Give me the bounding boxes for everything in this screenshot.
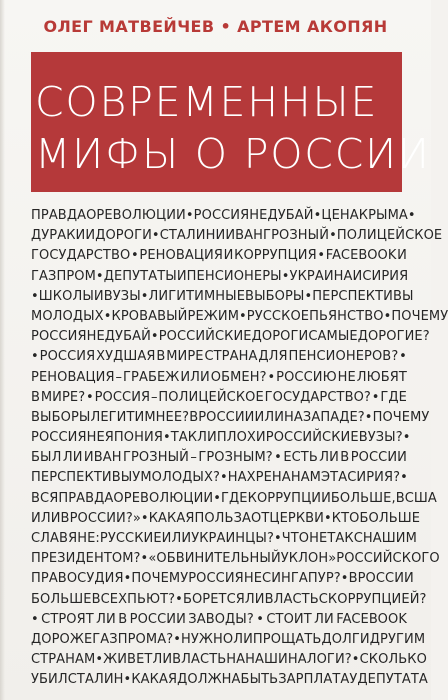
topic-word: ДОРОЖЕ <box>31 631 93 647</box>
topic-bullet: • <box>220 470 228 486</box>
topic-word: НАШИ <box>245 652 288 668</box>
topic-bullet: • <box>317 248 326 264</box>
topic-line <box>31 347 407 367</box>
topic-word: СИРИЯ <box>362 268 409 284</box>
topic-bullet: • <box>86 389 94 405</box>
topic-word: ГОСУДАРСТВО <box>31 248 131 264</box>
topic-word: КТО <box>331 510 360 526</box>
topic-word: РОССИЯ <box>188 571 244 587</box>
title-line-1: СОВРЕМЕННЫЕ <box>35 78 379 126</box>
topic-word: ПЬЯНСТВО <box>309 308 384 324</box>
topic-word: БОЛЬШЕ <box>359 510 421 526</box>
topic-word: МОЛОДЫХ? <box>140 470 221 486</box>
topic-word: ХУДШАЯ <box>96 349 156 365</box>
topic-word: ДОРОГИЕ? <box>357 329 430 345</box>
topic-word: – <box>151 389 158 405</box>
topic-word: ЕСТЬ <box>283 450 318 466</box>
topic-word: РОССИЙСКИЕ <box>158 329 252 345</box>
topic-word: О <box>86 208 97 223</box>
topic-word: УКРАИНА <box>289 268 353 284</box>
topic-word: ВСЯ <box>31 490 59 506</box>
topic-word: ДОРОГИ <box>251 329 309 345</box>
topic-word: НА <box>284 409 303 425</box>
topic-word: ВСЕХ <box>91 591 128 607</box>
topic-word: И <box>176 268 187 284</box>
topic-line <box>31 610 407 630</box>
topic-bullet: • <box>239 308 247 324</box>
topic-word: СТРАНА <box>204 349 258 365</box>
topic-word: США <box>404 490 437 506</box>
topic-bullet: • <box>95 652 104 668</box>
topic-word: ЛИ <box>62 450 83 466</box>
topic-word: КОРРУПЦИИ <box>247 490 331 506</box>
topic-word: НА <box>226 652 246 668</box>
topic-bullet: • <box>313 208 322 223</box>
topic-word: РОССИЙСКИЕ <box>265 430 359 446</box>
topic-word: СИРИЯ? <box>347 470 401 486</box>
topic-word: ПОЧЕМУ <box>372 409 430 425</box>
topic-word: И <box>93 288 104 304</box>
topic-word: БЫТЬ <box>240 672 279 688</box>
topic-word: ПЛОХИ <box>216 430 266 446</box>
topic-word: УБИЛ <box>31 672 68 688</box>
topic-word: СИНГАПУР? <box>262 571 341 587</box>
topic-bullet: • <box>175 591 183 607</box>
topic-line <box>31 327 430 347</box>
topic-word: FACEBOOK <box>325 248 397 264</box>
topic-word: КАКАЯ <box>148 510 195 526</box>
topic-word: ДУРАКИ <box>31 228 86 244</box>
topic-bullet: • <box>304 288 313 304</box>
topic-word: – <box>115 369 123 385</box>
topic-word: ПЬЮТ? <box>127 591 176 607</box>
topic-bullet: • <box>407 208 416 223</box>
topic-word: ЛИ <box>233 631 253 647</box>
topic-word: ЖИВЕТ <box>103 652 153 668</box>
topic-bullet: • <box>185 208 194 223</box>
topic-word: КРОВАВЫЙ <box>111 308 188 324</box>
topic-bullet: • <box>351 652 360 668</box>
topic-bullet: • <box>140 288 149 304</box>
topic-word: РУССКИЕ <box>99 531 162 546</box>
topic-word: ЛЮБЯТ <box>356 369 407 385</box>
topic-word: В <box>348 571 358 587</box>
topic-word: ПОЛЬЗА <box>194 510 251 526</box>
topic-bullet: • <box>364 409 373 425</box>
topic-word: МОЛОДЫХ <box>31 308 104 324</box>
topic-line <box>31 670 428 690</box>
topic-bullet: • <box>267 369 276 385</box>
topic-word: СЛАВЯНЕ: <box>31 531 100 546</box>
topic-word: В <box>118 611 128 627</box>
topic-word: FACEBOOK <box>336 611 407 627</box>
topic-bullet: • <box>340 571 349 587</box>
author-separator: • <box>220 17 232 36</box>
topic-word: УКЛОН» <box>280 551 337 567</box>
topic-word: ПЕРСПЕКТИВЫ <box>312 288 414 304</box>
topic-bullet: • <box>103 308 112 324</box>
topic-word: РЕВОЛЮЦИИ <box>96 208 186 223</box>
topic-word: СТАЛИН <box>159 228 216 244</box>
topic-word: НЕ <box>249 208 268 223</box>
topic-word: НАЛОГИ? <box>287 652 352 668</box>
topic-line <box>31 489 437 509</box>
topic-word: БОЛЬШЕ, <box>330 490 396 506</box>
topic-line <box>31 368 407 388</box>
topic-word: ЛИ <box>244 591 265 607</box>
topic-word: И <box>223 248 234 264</box>
topic-word: РЕВОЛЮЦИИ <box>123 490 214 506</box>
topic-bullet: • <box>329 228 337 244</box>
topic-word: РОССИИ <box>350 450 407 466</box>
authors-line <box>0 17 431 36</box>
topic-word: КАКАЯ <box>131 672 178 688</box>
topic-word: ДУБАЙ <box>267 208 314 223</box>
topic-word: ПРАВОСУДИЯ <box>31 571 124 587</box>
topic-word: НЕ <box>243 571 263 587</box>
topic-word: ЛИ <box>314 611 334 627</box>
spine-shadow <box>0 0 5 700</box>
topic-word: ТАК <box>170 430 198 446</box>
topic-word: ПРАВДА <box>58 490 114 506</box>
topic-word: В <box>395 490 405 506</box>
topic-word: ЛИ <box>96 611 116 627</box>
topic-word: С <box>318 591 328 607</box>
topic-bullet: • <box>324 510 332 526</box>
topic-word: РОССИЯ <box>193 208 250 223</box>
topic-word: ОТ <box>251 510 270 526</box>
topic-word: ВЫБОРЫ <box>31 409 91 425</box>
topic-word: РОССИЯ <box>39 349 96 365</box>
topic-line <box>31 206 416 226</box>
topic-word: ЦЕРКВИ <box>269 510 324 526</box>
topic-line <box>31 307 448 327</box>
topic-word: ПЕРСПЕКТИВЫ <box>31 470 133 486</box>
topic-word: НАШИМ <box>362 531 417 546</box>
topic-line <box>31 468 407 488</box>
topic-word: РОССИИ <box>129 611 186 627</box>
topic-word: ПРЕЗИДЕНТОМ? <box>31 551 141 567</box>
topic-word: В <box>60 510 70 526</box>
topic-line <box>31 529 417 549</box>
topic-word: ПОЛИЦЕЙСКОЕ <box>336 228 443 244</box>
topic-bullet: • <box>274 450 282 466</box>
topic-word: В <box>189 409 199 425</box>
topic-line <box>31 590 427 610</box>
topic-word: РЕНОВАЦИЯ <box>31 369 115 385</box>
topic-word: ДРУГИМ <box>369 631 426 647</box>
topic-bullet: • <box>123 672 132 688</box>
topic-word: В <box>31 389 41 405</box>
topic-word: ЦЕНА <box>321 208 359 223</box>
topic-word: ПОЛИЦЕЙСКОЕ <box>158 389 264 405</box>
topic-bullet: • <box>95 268 104 284</box>
topic-line <box>31 569 414 589</box>
topic-word: ГАЗПРОМ <box>31 268 96 284</box>
topic-word: ЧТО <box>281 531 310 546</box>
topic-word: У <box>132 470 141 486</box>
topic-word: ПЕНСИОНЕРЫ <box>186 268 282 284</box>
topic-word: ПОЧЕМУ <box>131 571 189 587</box>
topic-bullet: • <box>150 329 159 345</box>
topic-line <box>31 226 443 246</box>
topic-word: О <box>113 490 124 506</box>
topic-word: РЕНОВАЦИЯ <box>139 248 224 264</box>
topic-word: СТАЛИН <box>67 672 124 688</box>
topic-word: ГДЕ <box>221 490 248 506</box>
topic-word: ИЛИ <box>254 409 285 425</box>
topic-word: ЗАРПЛАТА <box>278 672 350 688</box>
topic-bullet: • <box>383 308 392 324</box>
topic-word: УКРАИНЦЫ? <box>191 531 274 546</box>
topic-word: ВУЗЫ? <box>358 430 403 446</box>
topic-bullet: • <box>256 611 265 627</box>
topic-word: САМЫЕ <box>308 329 358 345</box>
topic-word: КРЫМА <box>358 208 408 223</box>
topic-word: ЛИ <box>152 652 173 668</box>
topic-line <box>31 549 440 569</box>
topic-word: ПЕНСИОНЕРОВ? <box>288 349 399 365</box>
topics-list <box>31 206 448 691</box>
author-name-2: АРТЕМ АКОПЯН <box>237 17 388 36</box>
topic-bullet: • <box>31 349 39 365</box>
topic-word: РОССИЯ <box>31 329 87 345</box>
topic-bullet: • <box>402 430 411 446</box>
topic-word: ГДЕ <box>380 389 407 405</box>
topic-line <box>31 650 427 670</box>
topic-word: ИЛИ <box>161 531 192 546</box>
topic-word: ДЛЯ <box>258 349 288 365</box>
topic-word: У <box>349 672 358 688</box>
topic-bullet: • <box>140 510 149 526</box>
topic-word: С <box>353 531 363 546</box>
topic-word: ЭТА <box>321 470 348 486</box>
topic-line <box>31 287 414 307</box>
topic-word: ИЛИ <box>180 369 210 385</box>
topic-bullet: • <box>31 611 39 627</box>
topic-word: МИРЕ <box>166 349 204 365</box>
topic-word: И <box>397 248 407 264</box>
topic-word: ЛИГИТИМНЫЕ <box>148 288 246 304</box>
topic-word: НЕ <box>86 430 105 446</box>
topic-bullet: • <box>140 551 149 567</box>
title-block <box>31 52 431 192</box>
topic-bullet: • <box>281 268 290 284</box>
topic-line <box>31 630 426 650</box>
topic-word: СКОЛЬКО <box>359 652 427 668</box>
topic-word: БОРЕТСЯ <box>182 591 245 607</box>
topic-word: И <box>352 268 363 284</box>
topic-bullet: • <box>400 470 408 486</box>
topic-word: РОССИЮ <box>276 369 337 385</box>
topic-word: НЕ <box>337 369 356 385</box>
topic-word: ИЛИ <box>31 510 61 526</box>
topic-word: ЛИ <box>197 430 217 446</box>
topic-bullet: • <box>399 349 407 365</box>
topic-word: ХРЕНА <box>246 470 291 486</box>
topic-bullet: • <box>371 389 380 405</box>
topic-word: ГРОЗНЫМ? <box>198 450 273 466</box>
topic-word: ЛИ <box>319 450 339 466</box>
topic-word: РОССИИ <box>198 409 255 425</box>
topic-word: И <box>85 228 96 244</box>
topic-bullet: • <box>162 430 171 446</box>
topic-bullet: • <box>31 288 39 304</box>
topic-word: ВЫБОРЫ <box>245 288 305 304</box>
topic-word: ЯПОНИЯ <box>104 430 163 446</box>
topic-word: РОССИИ?» <box>69 510 141 526</box>
topic-line <box>31 408 430 428</box>
topic-word: СТОИТ <box>266 611 312 627</box>
topic-word: ГАЗПРОМА? <box>92 631 174 647</box>
topic-bullet: • <box>173 631 181 647</box>
topic-word: «ОБВИНИТЕЛЬНЫЙ <box>148 551 281 567</box>
topic-word: ПОЧЕМУ <box>391 308 448 324</box>
topic-bullet: • <box>213 490 222 506</box>
topic-word: РЕЖИМ <box>187 308 240 324</box>
topic-word: ЗАПАДЕ? <box>302 409 365 425</box>
topic-line <box>31 448 407 468</box>
topic-word: СТРАНАМ <box>31 652 96 668</box>
topic-bullet: • <box>130 248 139 264</box>
topic-word: ДОЛЖНА <box>177 672 241 688</box>
topic-word: ЛЕГИТИМНЕЕ? <box>90 409 190 425</box>
topic-word: НЕ <box>309 531 328 546</box>
topic-word: ВЛАСТЬ <box>264 591 319 607</box>
title-line-2: МИФЫ О РОССИИ <box>35 130 431 178</box>
topic-word: ГРОЗНЫЙ <box>122 450 189 466</box>
topic-line <box>31 509 421 529</box>
topic-bullet: • <box>151 228 160 244</box>
topic-word: ЗАВОДЫ? <box>188 611 254 627</box>
topic-word: ВУЗЫ <box>103 288 141 304</box>
topic-word: РОССИИ <box>357 571 414 587</box>
topic-word: ДЕПУТАТА <box>357 672 428 688</box>
topic-word: И <box>215 228 226 244</box>
topic-word: РОССИЙСКОГО <box>336 551 440 567</box>
topic-bullet: • <box>123 571 132 587</box>
topic-word: ИВАН <box>225 228 264 244</box>
topic-line <box>31 388 407 408</box>
topic-word: ГОСУДАРСТВО? <box>264 389 371 405</box>
topic-word: ДОЛГИ <box>321 631 370 647</box>
topic-word: НАМ <box>290 470 321 486</box>
topic-word: НА <box>227 470 247 486</box>
topic-word: В <box>156 349 166 365</box>
topic-word: НУЖНО <box>180 631 234 647</box>
topic-word: ГРАБЕЖ <box>123 369 180 385</box>
topic-word: В <box>340 450 350 466</box>
topic-word: ШКОЛЫ <box>38 288 94 304</box>
topic-word: ПРАВДА <box>31 208 87 223</box>
topic-word: ОБМЕН? <box>210 369 267 385</box>
topic-word: РУССКОЕ <box>246 308 310 324</box>
topic-word: КОРРУПЦИЕЙ? <box>327 591 427 607</box>
topic-word: – <box>190 450 197 466</box>
topic-line <box>31 267 407 287</box>
topic-line <box>31 246 407 266</box>
topic-word: СТРОЯТ <box>41 611 94 627</box>
topic-word: КОРРУПЦИЯ <box>234 248 317 264</box>
topic-word: ДОРОГИ <box>95 228 152 244</box>
topic-word: ДЕПУТАТЫ <box>103 268 177 284</box>
topic-word: МИРЕ? <box>40 389 86 405</box>
topic-line <box>31 428 411 448</box>
topic-word: ГРОЗНЫЙ <box>263 228 330 244</box>
topic-word: РОССИЯ <box>94 389 151 405</box>
topic-word: ВЛАСТЬ <box>172 652 227 668</box>
author-name-1: ОЛЕГ МАТВЕЙЧЕВ <box>43 17 215 36</box>
topic-word: БОЛЬШЕ <box>31 591 92 607</box>
topic-word: ИВАН <box>83 450 122 466</box>
topic-word: НЕ <box>86 329 105 345</box>
topic-word: РОССИЯ <box>31 430 87 446</box>
topic-bullet: • <box>273 531 282 546</box>
topic-word: ПРОЩАТЬ <box>252 631 322 647</box>
topic-word: ТАК <box>327 531 354 546</box>
topic-word: БЫЛ <box>31 450 62 466</box>
topic-word: ДУБАЙ <box>104 329 151 345</box>
